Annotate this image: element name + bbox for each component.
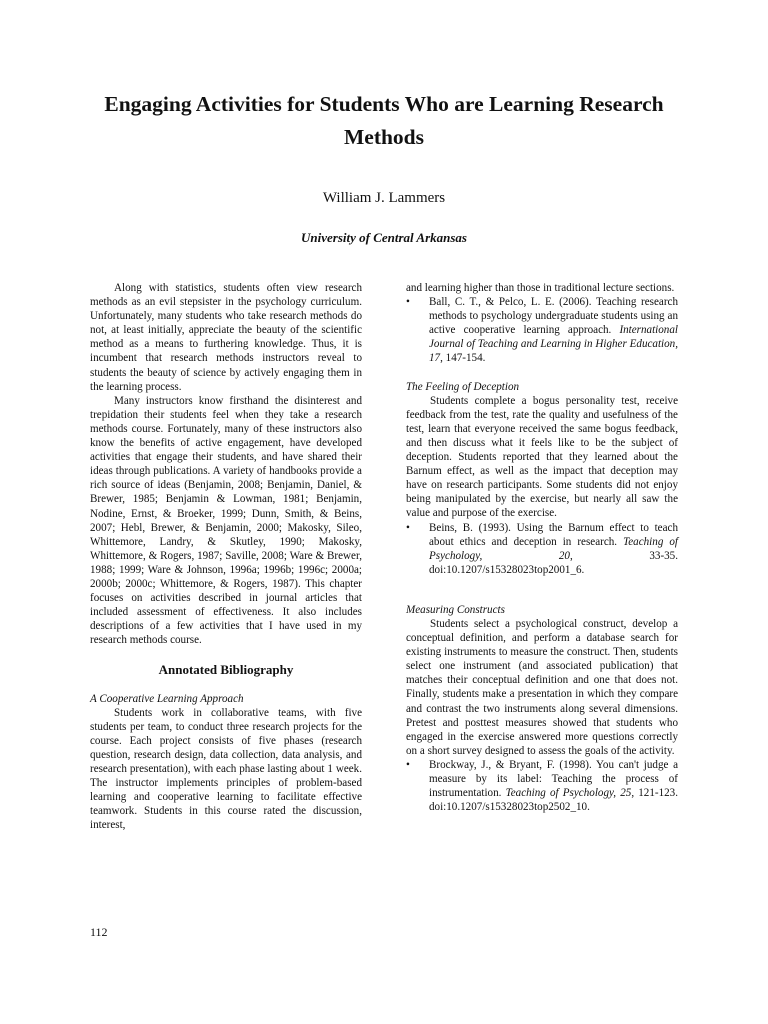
intro-paragraph-1: Along with statistics, students often view research methods as an evil stepsister in the psychology curriculum. Unfortunately, many students who take research methods do not, at least initially, appreciate the beauty of the scientific method as a means to furthering knowledge. Thus, it is incumbent that research methods instructors reveal to students the beauty of science by actively engaging them in the learning process.	[90, 282, 362, 393]
bullet-icon: •	[406, 521, 410, 534]
subsection-heading-deception: The Feeling of Deception	[406, 380, 520, 393]
right-column	[406, 281, 678, 814]
reference-journal: International Journal of Teaching and Learning in Higher Education, 17	[429, 324, 678, 365]
reference-journal: Teaching of Psychology, 25	[505, 787, 632, 800]
cooperative-paragraph: Students work in collaborative teams, with five students per team, to conduct three research projects for the course. Each project consists of five phases (research question, research design, data collection, data analysis, and research presentation), with each phase lasting about 1 week. The instructor implements principles of problem-based learning and cooperative learning to facilitate effective teamwork. Students in this course rated the discussion, interest,	[90, 706, 362, 832]
reference-text: Beins, B. (1993). Using the Barnum effect to teach about ethics and deception in research.	[429, 521, 678, 548]
bullet-icon: •	[406, 296, 410, 309]
intro-paragraph-2: Many instructors know firsthand the disinterest and trepidation their students feel when they take a research methods course. Fortunately, many of these instructors also know the benefits of active engagement, have developed activities that engage their students, and have shared their ideas through publications. A variety of handbooks provide a rich source of ideas (Benjamin, 2008; Benjamin, Daniel, & Brewer, 1985; Benjamin & Lowman, 1981; Benjamin, Nodine, Ernst, & Broeker, 1999; Dunn, Smith, & Beins, 2007; Hebl, Brewer, & Benjamin, 2000; Makosky, Sileo, Whittemore, Landry, & Skutley, 1990; Makosky, Whittemore, & Rogers, 1987; Saville, 2008; Ware & Brewer, 1988; 1999; Ware & Johnson, 1996a; 1996b; 1996c; 2000a; 2000b; 2000c; Whittemore, & Rogers, 1987). This chapter focuses on activities described in journal articles that included assessment of effectiveness. It also includes descriptions of a few activities that I have used in my research methods course.	[90, 394, 362, 647]
subsection-heading-constructs: Measuring Constructs	[406, 603, 505, 616]
author-affiliation: University of Central Arkansas	[300, 230, 467, 245]
bullet-icon: •	[406, 758, 410, 771]
reference-pages: , 147-154.	[440, 352, 486, 365]
reference-text: Ball, C. T., & Pelco, L. E. (2006). Teaching research methods to psychology undergraduate students using an active cooperative learning approach.	[429, 296, 678, 337]
reference-beins	[406, 521, 678, 577]
deception-paragraph: Students complete a bogus personality test, receive feedback from the test, rate the quality and usefulness of the test, learn that everyone received the same bogus feedback, and then discuss what it feels like to be the subject of deception. Students reported that they learned about the Barnum effect, as well as the impact that deception may have on research participants. Some students did not enjoy being manipulated by the exercise, but nearly all saw the value and purpose of the exercise.	[406, 394, 678, 520]
reference-pages: , 33-35. doi:10.1207/s15328023top2001_6.	[429, 549, 678, 576]
author-name: William J. Lammers	[322, 190, 446, 206]
reference-brockway-bryant	[406, 758, 678, 814]
paper-title: Engaging Activities for Students Who are Learning Research Methods	[104, 92, 664, 149]
cooperative-paragraph-continued: and learning higher than those in traditional lecture sections.	[406, 282, 675, 294]
section-heading: Annotated Bibliography	[158, 662, 294, 678]
reference-text: Brockway, J., & Bryant, F. (1998). You can't judge a measure by its label: Teaching the process of instrumentation.	[429, 758, 678, 800]
left-column	[90, 281, 362, 832]
subsection-heading-cooperative: A Cooperative Learning Approach	[90, 692, 244, 705]
reference-journal: Teaching of Psychology, 20	[429, 535, 679, 562]
page-number: 112	[90, 925, 108, 939]
reference-pages: , 121-123. doi:10.1207/s15328023top2502_10.	[429, 787, 679, 814]
reference-ball-pelco	[406, 295, 678, 365]
constructs-paragraph: Students select a psychological construct, develop a conceptual definition, and perform a database search for existing instruments to measure the construct. Then, students select one instrument (and associated publication) that matches their conceptual definition and one that does not. Finally, students make a presentation in which they compare and contrast the two instruments along several dimensions. Pretest and posttest measures showed that students who engaged in the exercise answered more questions correctly on a short survey designed to assess the goals of the activity.	[406, 617, 678, 757]
